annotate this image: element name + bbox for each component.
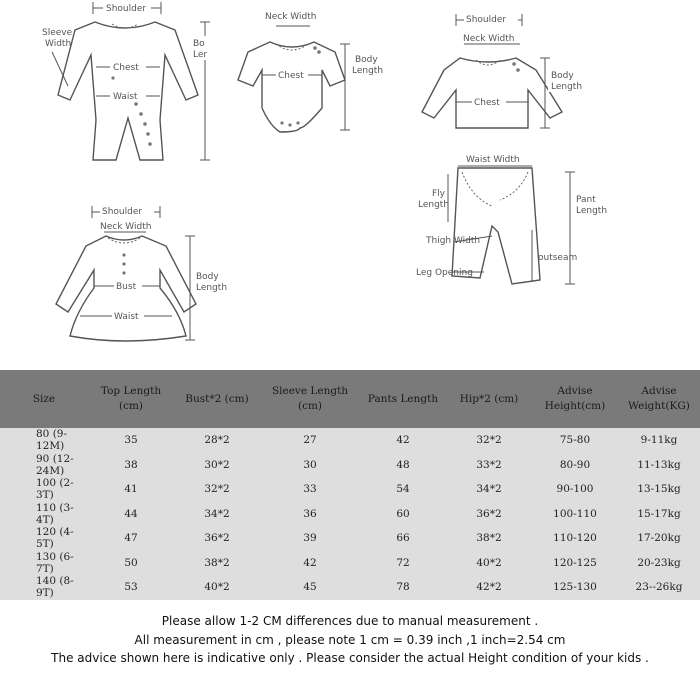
column-header	[446, 370, 532, 428]
dress-shoulder-label: Shoulder	[102, 207, 143, 217]
table-cell: 17-20kg	[637, 532, 681, 545]
pants-length-label-2: Length	[576, 206, 608, 216]
table-cell: 28*2	[204, 434, 230, 447]
pants-leg-opening-label: Leg Opening	[416, 268, 473, 278]
dress-body-label-2: Length	[196, 283, 228, 293]
romper-chest-label: Chest	[113, 63, 139, 73]
table-cell: 41	[124, 483, 138, 496]
column-header	[174, 370, 260, 428]
size-chart	[0, 370, 700, 600]
size-cell: 100 (2-3T)	[36, 477, 74, 502]
table-cell: 23--26kg	[635, 581, 683, 594]
table-cell: 66	[396, 532, 410, 545]
size-cell: 130 (6-7T)	[36, 550, 74, 575]
size-cell: 80 (9-12M)	[36, 428, 68, 453]
table-row	[0, 502, 700, 527]
column-header-line: Hip*2 (cm)	[459, 392, 519, 405]
table-cell: 9-11kg	[640, 434, 678, 447]
table-cell: 72	[396, 556, 410, 569]
table-cell: 38*2	[204, 556, 230, 569]
column-header-line: Sleeve Length	[271, 385, 349, 397]
table-cell: 20-23kg	[637, 556, 681, 569]
table-cell: 39	[303, 532, 317, 545]
table-cell: 100-110	[553, 507, 597, 520]
column-header-line: Bust*2 (cm)	[185, 392, 249, 405]
table-cell: 54	[396, 483, 410, 496]
romper-sleeve-label-1: Sleeve	[42, 28, 73, 38]
table-cell: 32*2	[204, 483, 230, 496]
column-header-line: (cm)	[118, 400, 144, 412]
pants-fly-label-2: Length	[418, 200, 450, 210]
table-cell: 15-17kg	[637, 507, 681, 520]
table-row	[0, 551, 700, 576]
table-cell: 120-125	[553, 556, 597, 569]
column-header	[532, 370, 618, 428]
table-body	[0, 428, 700, 600]
shirt-neck-label: Neck Width	[463, 34, 515, 44]
column-header-line: Height(cm)	[544, 400, 606, 412]
pants-fly-label-1: Fly	[432, 189, 446, 199]
bodysuit-chest-label: Chest	[278, 71, 304, 81]
pants-waist-label: Waist Width	[466, 155, 520, 165]
dress-bust-label: Bust	[116, 282, 137, 292]
bodysuit-diagram	[238, 12, 383, 132]
table-cell: 30	[303, 458, 317, 471]
column-header	[0, 370, 88, 428]
column-header-line: Top Length	[100, 385, 162, 397]
table-cell: 32*2	[476, 434, 502, 447]
size-notes	[0, 612, 700, 668]
table-cell: 110-120	[553, 532, 597, 545]
shirt-body-label-2: Length	[551, 82, 583, 92]
table-cell: 38*2	[476, 532, 502, 545]
bodysuit-neck-label: Neck Width	[265, 12, 317, 22]
romper-body-label-1: Bo	[193, 39, 205, 49]
table-cell: 36*2	[476, 507, 502, 520]
romper-diagram	[42, 1, 210, 160]
pants-thigh-label: Thigh Width	[426, 236, 481, 246]
shirt-diagram	[422, 13, 582, 128]
table-cell: 80-90	[559, 458, 591, 471]
column-header	[360, 370, 446, 428]
size-cell: 140 (8-9T)	[36, 575, 74, 600]
size-table	[0, 370, 700, 600]
table-cell: 27	[303, 434, 317, 447]
column-header-line: Size	[32, 392, 56, 405]
romper-waist-label: Waist	[113, 92, 138, 102]
pants-outseam-label: outseam	[538, 253, 578, 263]
column-header	[618, 370, 700, 428]
shirt-chest-label: Chest	[474, 98, 500, 108]
table-cell: 45	[303, 581, 317, 594]
table-cell: 34*2	[204, 507, 230, 520]
table-cell: 42	[303, 556, 317, 569]
dress-waist-label: Waist	[114, 312, 139, 322]
table-cell: 78	[396, 581, 410, 594]
size-cell: 110 (3-4T)	[36, 501, 74, 526]
table-cell: 42*2	[476, 581, 502, 594]
romper-sleeve-label-2: Width	[45, 39, 72, 49]
table-cell: 75-80	[559, 434, 591, 447]
column-header-line: Advise	[641, 385, 677, 397]
shirt-body-label-1: Body	[551, 71, 574, 81]
table-row	[0, 477, 700, 502]
table-cell: 36	[303, 507, 317, 520]
table-cell: 48	[396, 458, 410, 471]
size-cell: 90 (12-24M)	[36, 452, 74, 477]
column-header-line: Pants Length	[367, 392, 439, 405]
romper-shoulder-label: Shoulder	[106, 4, 147, 14]
dress-body-label-1: Body	[196, 272, 219, 282]
table-cell: 40*2	[476, 556, 502, 569]
table-cell: 33*2	[476, 458, 502, 471]
table-cell: 50	[124, 556, 138, 569]
table-cell: 36*2	[204, 532, 230, 545]
column-header	[88, 370, 174, 428]
table-cell: 53	[124, 581, 138, 594]
table-row	[0, 428, 700, 453]
note-unit-conversion: All measurement in cm , please note 1 cm = 0.39 inch ,1 inch=2.54 cm	[134, 632, 566, 647]
table-cell: 90-100	[556, 483, 594, 496]
table-row	[0, 526, 700, 551]
bodysuit-body-label-2: Length	[352, 66, 384, 76]
column-header-line: Advise	[557, 385, 593, 397]
dress-neck-label: Neck Width	[100, 222, 152, 232]
table-row	[0, 453, 700, 478]
table-cell: 13-15kg	[637, 483, 681, 496]
romper-body-label-2: Ler	[193, 50, 208, 60]
table-cell: 38	[124, 458, 138, 471]
table-row	[0, 575, 700, 600]
table-cell: 42	[396, 434, 410, 447]
column-header-line: (cm)	[297, 400, 323, 412]
table-cell: 125-130	[553, 581, 597, 594]
table-cell: 11-13kg	[637, 458, 681, 471]
table-cell: 33	[303, 483, 317, 496]
note-advice-disclaimer: The advice shown here is indicative only . Please consider the actual Height condition of your kids .	[51, 651, 649, 665]
table-cell: 47	[124, 532, 138, 545]
table-header-row	[0, 370, 700, 428]
bodysuit-body-label-1: Body	[355, 55, 378, 65]
table-cell: 40*2	[204, 581, 230, 594]
table-cell: 60	[396, 507, 410, 520]
table-cell: 30*2	[204, 458, 230, 471]
pants-length-label-1: Pant	[576, 195, 596, 205]
table-cell: 35	[124, 434, 138, 447]
table-cell: 44	[124, 507, 138, 520]
size-cell: 120 (4-5T)	[36, 526, 74, 551]
shirt-shoulder-label: Shoulder	[466, 15, 507, 25]
column-header	[260, 370, 360, 428]
table-cell: 34*2	[476, 483, 502, 496]
dress-diagram	[56, 205, 227, 341]
note-measurement-difference: Please allow 1-2 CM differences due to manual measurement .	[161, 614, 539, 628]
pants-diagram	[416, 155, 607, 284]
column-header-line: Weight(KG)	[628, 400, 690, 412]
